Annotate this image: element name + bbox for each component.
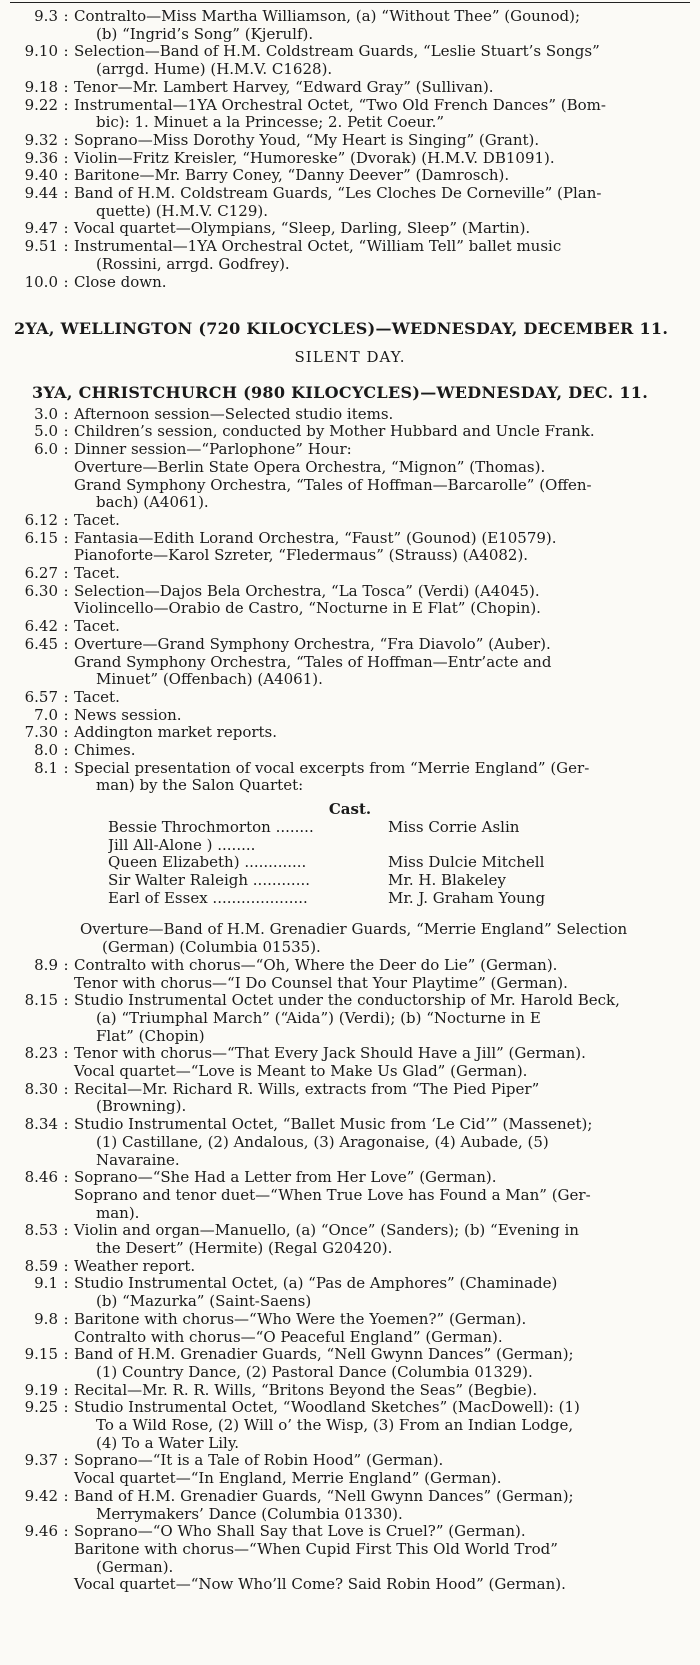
wellington-header: 2YA, WELLINGTON (720 KILOCYCLES)—WEDNESDAY, DECEMBER 11. — [14, 319, 669, 338]
entry-line: Merrymakers’ Dance (Columbia 01330). — [96, 1504, 403, 1523]
programme-entry — [0, 274, 700, 292]
entry-line: Tenor with chorus—“That Every Jack Should Have a Jill” (German). — [74, 1044, 586, 1063]
entry-sub-line: Violincello—Orabio de Castro, “Nocturne in E Flat” (Chopin). — [74, 599, 541, 618]
entry-body — [74, 423, 700, 441]
entry-line: (1) Country Dance, (2) Pastoral Dance (Columbia 01329). — [96, 1362, 533, 1381]
christchurch-entries-early — [0, 406, 700, 795]
cast-row — [0, 819, 700, 837]
entry-time: 9.47 — [24, 219, 58, 238]
entry-line: Tacet. — [74, 510, 120, 529]
entry-line: Studio Instrumental Octet under the conductorship of Mr. Harold Beck, — [74, 991, 620, 1010]
entry-line: Flat” (Chopin) — [96, 1026, 205, 1045]
entry-body — [74, 760, 700, 795]
entry-time: 9.22 — [24, 95, 58, 114]
entry-time: 8.23 — [24, 1044, 58, 1063]
programme-entry — [0, 97, 700, 132]
programme-entry — [0, 1488, 700, 1523]
entry-body — [74, 1399, 700, 1452]
entry-time: 6.57 — [24, 687, 58, 706]
cast-role: Jill All-Alone ) ........ — [108, 836, 256, 854]
entry-body — [74, 1116, 700, 1169]
cast-role: Sir Walter Raleigh ............ — [108, 871, 311, 889]
programme-entry — [0, 636, 700, 689]
entry-colon: : — [63, 237, 69, 256]
entry-line: News session. — [74, 705, 182, 724]
entry-colon: : — [63, 564, 69, 583]
entry-line: (b) “Ingrid’s Song” (Kjerulf). — [96, 24, 314, 43]
entry-time: 6.30 — [24, 581, 58, 600]
entry-body — [74, 167, 700, 185]
entry-colon: : — [63, 1345, 69, 1364]
entry-time: 10.0 — [24, 272, 58, 291]
entry-body — [74, 185, 700, 220]
entry-line: Studio Instrumental Octet, “Ballet Music from ‘Le Cid’” (Massenet); — [74, 1115, 593, 1134]
entry-sub-line: Tenor with chorus—“I Do Counsel that Your Playtime” (German). — [74, 973, 568, 992]
programme-entry — [0, 583, 700, 618]
entry-time: 9.1 — [34, 1274, 58, 1293]
cast-role: Bessie Throchmorton ........ — [108, 818, 314, 836]
entry-colon: : — [63, 1522, 69, 1541]
entry-time: 9.25 — [24, 1398, 58, 1417]
cast-row — [0, 890, 700, 908]
cast-title: Cast. — [328, 800, 372, 819]
entry-line: Soprano—“O Who Shall Say that Love is Cruel?” (German). — [74, 1522, 526, 1541]
entry-colon: : — [63, 1044, 69, 1063]
entry-line: (a) “Triumphal March” (“Aida”) (Verdi); (b) “Nocturne in E — [96, 1008, 541, 1027]
entry-sub-line: Vocal quartet—“Love is Meant to Make Us Glad” (German). — [74, 1062, 528, 1081]
programme-entry — [0, 150, 700, 168]
entry-sub-line: Grand Symphony Orchestra, “Tales of Hoffman—Entr’acte and — [74, 652, 552, 671]
entry-line: Tenor—Mr. Lambert Harvey, “Edward Gray” (Sullivan). — [74, 77, 494, 96]
cast-actor: Mr. J. Graham Young — [388, 888, 546, 907]
entry-line: Instrumental—1YA Orchestral Octet, “William Tell” ballet music — [74, 237, 562, 256]
programme-entry — [0, 1275, 700, 1310]
entry-body — [74, 79, 700, 97]
entry-line: Tacet. — [74, 687, 120, 706]
entry-line: Violin—Fritz Kreisler, “Humoreske” (Dvorak) (H.M.V. DB1091). — [74, 148, 555, 167]
entry-line: Recital—Mr. R. R. Wills, “Britons Beyond the Seas” (Begbie). — [74, 1380, 538, 1399]
entry-time: 9.3 — [34, 7, 58, 25]
entry-line: Contralto with chorus—“Oh, Where the Deer do Lie” (German). — [74, 955, 558, 974]
programme-entry — [0, 43, 700, 78]
cast-list — [0, 819, 700, 908]
entry-line: Selection—Dajos Bela Orchestra, “La Tosca” (Verdi) (A4045). — [74, 581, 540, 600]
programme-entry — [0, 1169, 700, 1222]
entry-time: 8.9 — [34, 955, 58, 974]
entry-sub-line: Overture—Berlin State Opera Orchestra, “Mignon” (Thomas). — [74, 457, 546, 476]
programme-entry — [0, 406, 700, 424]
programme-entry — [0, 1452, 700, 1487]
entry-line: Soprano—Miss Dorothy Youd, “My Heart is Singing” (Grant). — [74, 130, 540, 149]
entry-sub-line: Soprano and tenor duet—“When True Love has Found a Man” (Ger- — [74, 1185, 591, 1204]
entry-body — [74, 1382, 700, 1400]
programme-entry — [0, 618, 700, 636]
entry-body — [74, 992, 700, 1045]
entry-line: (Browning). — [96, 1097, 187, 1116]
entry-body — [74, 636, 700, 689]
entry-line: Violin and organ—Manuello, (a) “Once” (Sanders); (b) “Evening in — [74, 1221, 579, 1240]
entry-sub-line: Baritone with chorus—“When Cupid First This Old World Trod” — [74, 1540, 558, 1558]
entry-sub-line: Contralto with chorus—“O Peaceful England” (German). — [74, 1327, 503, 1346]
entry-line: Instrumental—1YA Orchestral Octet, “Two Old French Dances” (Bom- — [74, 95, 606, 114]
entry-body — [74, 512, 700, 530]
entry-line: (1) Castillane, (2) Andalous, (3) Aragonaise, (4) Aubade, (5) — [96, 1132, 549, 1151]
wellington-section — [0, 320, 700, 366]
overture-entry — [0, 921, 700, 956]
entry-line: To a Wild Rose, (2) Will o’ the Wisp, (3) From an Indian Lodge, — [96, 1416, 574, 1435]
entry-body — [74, 583, 700, 618]
entry-colon: : — [63, 1115, 69, 1134]
programme-entry — [0, 1081, 700, 1116]
entry-colon: : — [63, 219, 69, 238]
programme-entry — [0, 441, 700, 512]
programme-entry — [0, 423, 700, 441]
entry-body — [74, 1169, 700, 1222]
entry-line: Baritone with chorus—“Who Were the Yoemen?” (German). — [74, 1309, 527, 1328]
programme-entry — [0, 1258, 700, 1276]
entry-line: Special presentation of vocal excerpts from “Merrie England” (Ger- — [74, 758, 590, 777]
entry-body — [74, 441, 700, 512]
entry-body — [74, 43, 700, 78]
entry-line: Chimes. — [74, 741, 136, 760]
entry-line: Selection—Band of H.M. Coldstream Guards, “Leslie Stuart’s Songs” — [74, 42, 600, 61]
entry-body — [74, 1222, 700, 1257]
entry-colon: : — [63, 1486, 69, 1505]
programme-entry — [0, 565, 700, 583]
entry-time: 7.30 — [24, 723, 58, 742]
programme-entry — [0, 220, 700, 238]
entry-sub-line: Grand Symphony Orchestra, “Tales of Hoffman—Barcarolle” (Offen- — [74, 475, 592, 494]
entry-time: 7.0 — [34, 705, 58, 724]
entry-time: 6.42 — [24, 617, 58, 636]
entry-time: 6.0 — [34, 440, 58, 459]
entry-time: 9.8 — [34, 1309, 58, 1328]
programme-entry — [0, 760, 700, 795]
entry-body — [74, 565, 700, 583]
entry-body — [74, 1258, 700, 1276]
programme-entry — [0, 167, 700, 185]
entry-time: 8.46 — [24, 1168, 58, 1187]
entry-body — [74, 97, 700, 132]
entry-time: 9.46 — [24, 1522, 58, 1541]
entry-line: Soprano—“She Had a Letter from Her Love” (German). — [74, 1168, 497, 1187]
entry-body — [74, 689, 700, 707]
entry-body — [74, 724, 700, 742]
entry-line: Fantasia—Edith Lorand Orchestra, “Faust” (Gounod) (E10579). — [74, 528, 557, 547]
entry-body — [74, 1523, 700, 1594]
entry-body — [74, 1488, 700, 1523]
entry-colon: : — [63, 723, 69, 742]
entry-colon: : — [63, 422, 69, 441]
entry-colon: : — [63, 440, 69, 459]
entry-line: Afternoon session—Selected studio items. — [74, 404, 394, 423]
entry-time: 6.27 — [24, 564, 58, 583]
entry-colon: : — [63, 148, 69, 167]
entry-line: Recital—Mr. Richard R. Wills, extracts from “The Pied Piper” — [74, 1079, 540, 1098]
programme-entry — [0, 1116, 700, 1169]
entry-body — [74, 406, 700, 424]
entry-body — [74, 742, 700, 760]
entry-colon: : — [63, 528, 69, 547]
entry-colon: : — [63, 42, 69, 61]
entry-colon: : — [63, 1256, 69, 1275]
entry-colon: : — [63, 1221, 69, 1240]
programme-entry — [0, 957, 700, 992]
programme-entry — [0, 1346, 700, 1381]
entry-line: (arrgd. Hume) (H.M.V. C1628). — [96, 60, 333, 79]
cast-role: Earl of Essex .................... — [108, 889, 308, 907]
entry-body — [74, 274, 700, 292]
entry-line: Tacet. — [74, 564, 120, 583]
entry-colon: : — [63, 758, 69, 777]
entry-line: Baritone—Mr. Barry Coney, “Danny Deever” (Damrosch). — [74, 166, 510, 185]
entry-colon: : — [63, 687, 69, 706]
entry-time: 3.0 — [34, 404, 58, 423]
entry-colon: : — [63, 1274, 69, 1293]
entry-line: Band of H.M. Coldstream Guards, “Les Cloches De Corneville” (Plan- — [74, 184, 602, 203]
entry-time: 9.19 — [24, 1380, 58, 1399]
entry-time: 8.59 — [24, 1256, 58, 1275]
programme-entry — [0, 8, 700, 43]
entry-line: Band of H.M. Grenadier Guards, “Nell Gwynn Dances” (German); — [74, 1486, 574, 1505]
cast-role: Queen Elizabeth) ............. — [108, 854, 307, 872]
entry-colon: : — [63, 1079, 69, 1098]
christchurch-section — [0, 384, 700, 1594]
overture-line-2: (German) (Columbia 01535). — [102, 938, 321, 957]
entry-time: 8.0 — [34, 741, 58, 760]
programme-entry — [0, 1045, 700, 1080]
entry-line: Overture—Grand Symphony Orchestra, “Fra Diavolo” (Auber). — [74, 634, 551, 653]
entry-line: quette) (H.M.V. C129). — [96, 201, 268, 220]
entry-time: 9.36 — [24, 148, 58, 167]
entry-time: 9.42 — [24, 1486, 58, 1505]
programme-entry — [0, 1382, 700, 1400]
entry-body — [74, 957, 700, 992]
entry-time: 5.0 — [34, 422, 58, 441]
christchurch-entries-evening — [0, 957, 700, 1594]
programme-entry — [0, 707, 700, 725]
entry-colon: : — [63, 95, 69, 114]
top-rule — [10, 2, 690, 3]
entry-sub-line: bach) (A4061). — [96, 493, 209, 512]
entry-colon: : — [63, 1380, 69, 1399]
entry-line: (b) “Mazurka” (Saint-Saens) — [96, 1292, 312, 1311]
cast-row — [0, 872, 700, 890]
entry-colon: : — [63, 1168, 69, 1187]
entry-colon: : — [63, 1451, 69, 1470]
entry-time: 8.34 — [24, 1115, 58, 1134]
cast-actor: Miss Dulcie Mitchell — [388, 853, 545, 872]
entry-body — [74, 707, 700, 725]
entry-sub-line: Minuet” (Offenbach) (A4061). — [96, 670, 323, 689]
entry-time: 6.15 — [24, 528, 58, 547]
entry-time: 8.15 — [24, 991, 58, 1010]
entry-colon: : — [63, 634, 69, 653]
entry-time: 9.32 — [24, 130, 58, 149]
entry-colon: : — [63, 184, 69, 203]
programme-entry — [0, 992, 700, 1045]
programme-entry — [0, 689, 700, 707]
entry-line: man) by the Salon Quartet: — [96, 776, 304, 795]
programme-entry — [0, 132, 700, 150]
entry-sub-line: Vocal quartet—“In England, Merrie England” (German). — [74, 1469, 502, 1488]
entry-body — [74, 1452, 700, 1487]
entry-time: 9.15 — [24, 1345, 58, 1364]
entry-sub-line: Pianoforte—Karol Szreter, “Fledermaus” (Strauss) (A4082). — [74, 546, 529, 565]
cast-actor: Mr. H. Blakeley — [388, 870, 506, 889]
cast-actor: Miss Corrie Aslin — [388, 817, 520, 836]
entry-colon: : — [63, 510, 69, 529]
cast-row — [0, 854, 700, 872]
entry-line: Vocal quartet—Olympians, “Sleep, Darling, Sleep” (Martin). — [74, 219, 531, 238]
programme-entry — [0, 742, 700, 760]
entry-colon: : — [63, 1309, 69, 1328]
entry-time: 6.45 — [24, 634, 58, 653]
entry-colon: : — [63, 741, 69, 760]
programme-entry — [0, 238, 700, 273]
entry-line: Children’s session, conducted by Mother Hubbard and Uncle Frank. — [74, 422, 595, 441]
entry-body — [74, 150, 700, 168]
overture-line-1: Overture—Band of H.M. Grenadier Guards, “Merrie England” Selection — [80, 920, 628, 939]
entry-body — [74, 132, 700, 150]
entry-colon: : — [63, 130, 69, 149]
entry-line: Studio Instrumental Octet, “Woodland Sketches” (MacDowell): (1) — [74, 1398, 580, 1417]
cast-row — [0, 837, 700, 855]
programme-entry — [0, 512, 700, 530]
silent-day-note: SILENT DAY. — [294, 347, 406, 366]
entry-colon: : — [63, 404, 69, 423]
entry-time: 9.51 — [24, 237, 58, 256]
entry-sub-line: (German). — [96, 1557, 174, 1576]
entry-time: 8.30 — [24, 1079, 58, 1098]
entry-line: (4) To a Water Lily. — [96, 1433, 240, 1452]
entry-colon: : — [63, 955, 69, 974]
programme-entry — [0, 185, 700, 220]
entry-time: 6.12 — [24, 510, 58, 529]
entry-line: the Desert” (Hermite) (Regal G20420). — [96, 1239, 393, 1258]
entry-line: Soprano—“It is a Tale of Robin Hood” (German). — [74, 1451, 444, 1470]
christchurch-header: 3YA, CHRISTCHURCH (980 KILOCYCLES)—WEDNESDAY, DEC. 11. — [32, 383, 649, 402]
entry-body — [74, 220, 700, 238]
entry-colon: : — [63, 617, 69, 636]
entry-body — [74, 1081, 700, 1116]
entry-colon: : — [63, 166, 69, 185]
entry-body — [74, 1045, 700, 1080]
entry-colon: : — [63, 272, 69, 291]
entry-time: 9.18 — [24, 77, 58, 96]
entry-line: Tacet. — [74, 617, 120, 636]
entry-line: (Rossini, arrgd. Godfrey). — [96, 254, 290, 273]
entry-colon: : — [63, 7, 69, 25]
entry-body — [74, 618, 700, 636]
entry-colon: : — [63, 991, 69, 1010]
entry-body — [74, 1311, 700, 1346]
entry-sub-line: Vocal quartet—“Now Who’ll Come? Said Robin Hood” (German). — [74, 1575, 566, 1594]
programme-entry — [0, 530, 700, 565]
entry-time: 9.40 — [24, 166, 58, 185]
entry-line: Band of H.M. Grenadier Guards, “Nell Gwynn Dances” (German); — [74, 1345, 574, 1364]
entry-time: 8.53 — [24, 1221, 58, 1240]
entry-body — [74, 1346, 700, 1381]
entry-line: Addington market reports. — [74, 723, 278, 742]
entry-colon: : — [63, 1398, 69, 1417]
auckland-continuation — [0, 8, 700, 291]
entry-line: bic): 1. Minuet a la Princesse; 2. Petit Coeur.” — [96, 113, 445, 132]
entry-line: Navaraine. — [96, 1150, 180, 1169]
entry-line: Contralto—Miss Martha Williamson, (a) “Without Thee” (Gounod); — [74, 7, 581, 25]
entry-line: Close down. — [74, 272, 167, 291]
entry-time: 9.44 — [24, 184, 58, 203]
programme-entry — [0, 1399, 700, 1452]
entry-colon: : — [63, 581, 69, 600]
entry-body — [74, 8, 700, 43]
entry-body — [74, 238, 700, 273]
entry-line: Dinner session—“Parlophone” Hour: — [74, 440, 352, 459]
programme-entry — [0, 1311, 700, 1346]
entry-sub-line: man). — [96, 1203, 140, 1222]
programme-entry — [0, 1523, 700, 1594]
entry-line: Studio Instrumental Octet, (a) “Pas de Amphores” (Chaminade) — [74, 1274, 558, 1293]
entry-colon: : — [63, 77, 69, 96]
programme-entry — [0, 1222, 700, 1257]
programme-entry — [0, 724, 700, 742]
programme-entry — [0, 79, 700, 97]
entry-body — [74, 530, 700, 565]
entry-line: Weather report. — [74, 1256, 196, 1275]
entry-time: 9.37 — [24, 1451, 58, 1470]
entry-colon: : — [63, 705, 69, 724]
entry-time: 9.10 — [24, 42, 58, 61]
entry-time: 8.1 — [34, 758, 58, 777]
entry-body — [74, 1275, 700, 1310]
